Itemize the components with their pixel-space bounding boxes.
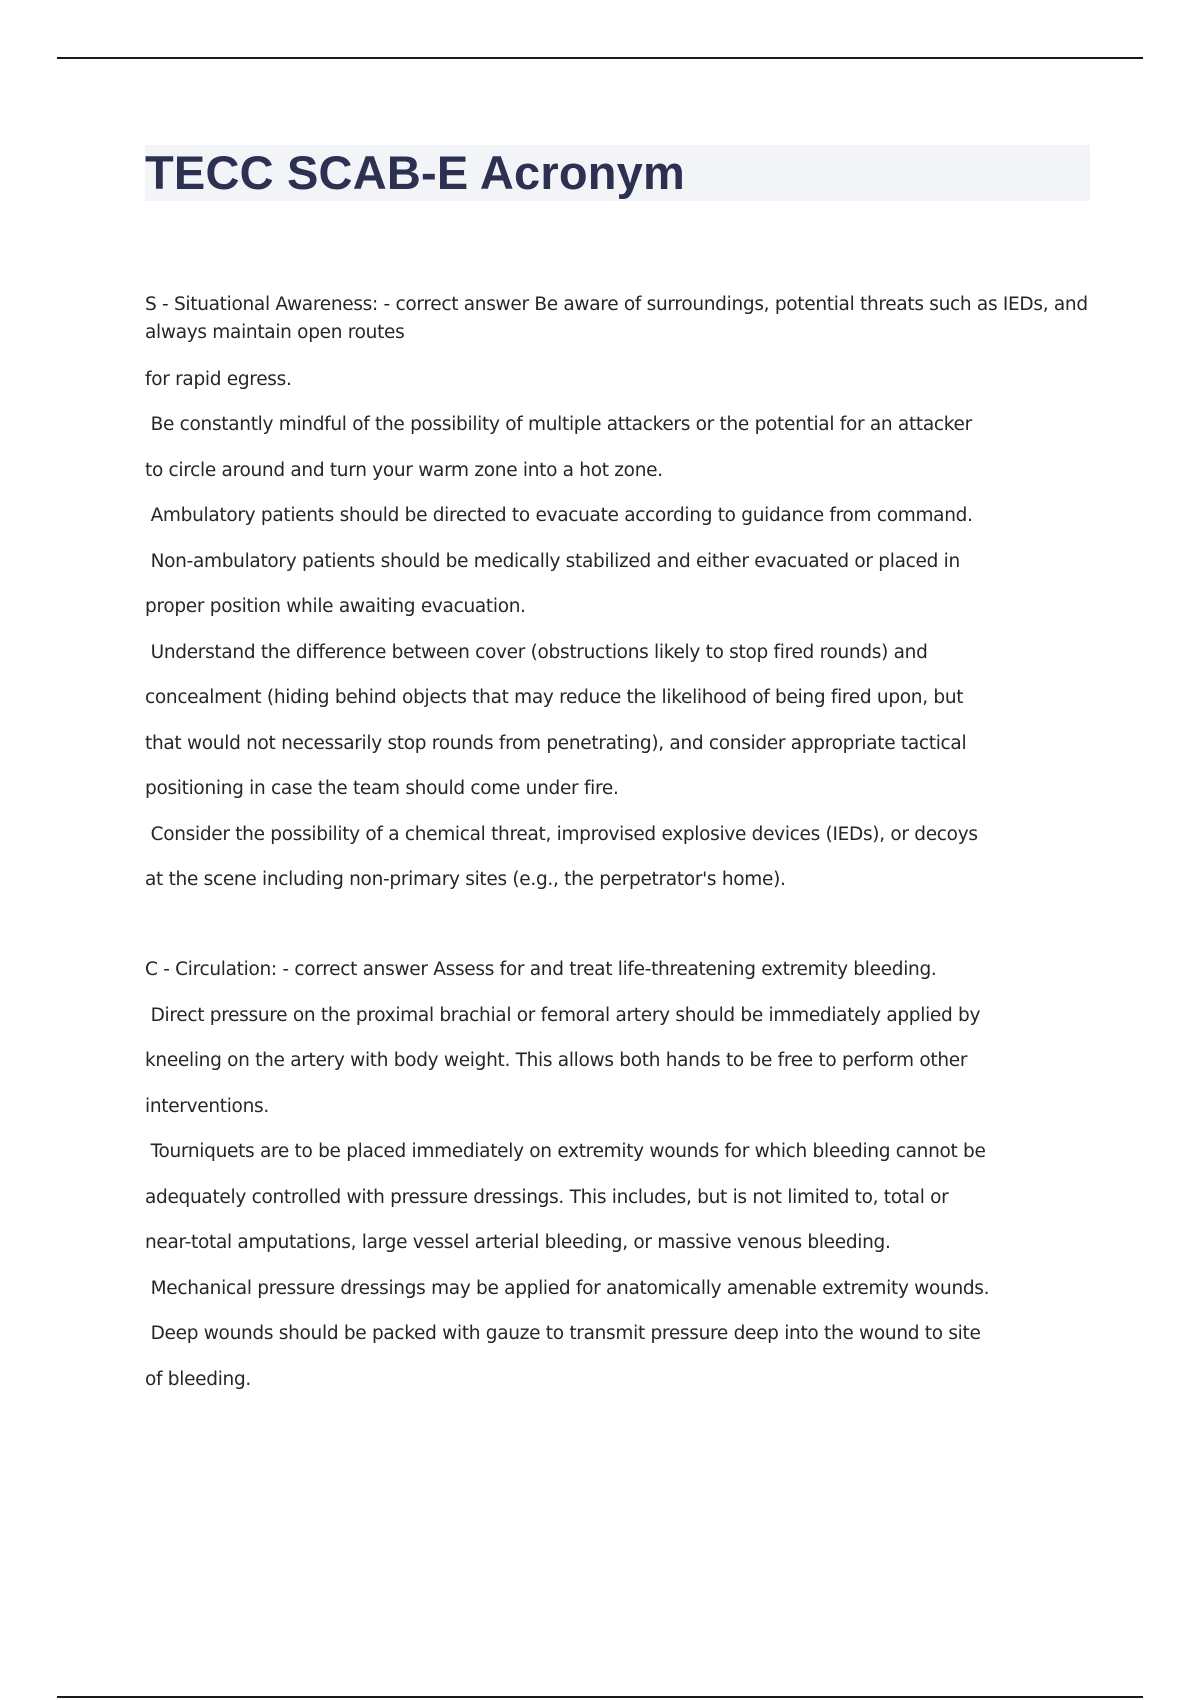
text-line: at the scene including non-primary sites (e.g., the perpetrator's home). xyxy=(145,869,786,890)
text-line: Consider the possibility of a chemical threat, improvised explosive devices (IEDs), or decoys xyxy=(145,824,978,845)
text-line: Direct pressure on the proximal brachial or femoral artery should be immediately applied by xyxy=(145,1005,981,1026)
text-line: Mechanical pressure dressings may be applied for anatomically amenable extremity wounds. xyxy=(145,1278,990,1299)
text-line: S - Situational Awareness: - correct answer Be aware of surroundings, potential threats such as IEDs, and xyxy=(145,294,1088,315)
text-line: interventions. xyxy=(145,1096,269,1117)
text-line: always maintain open routes xyxy=(145,322,405,343)
text-line: to circle around and turn your warm zone into a hot zone. xyxy=(145,460,663,481)
document-title: TECC SCAB-E Acronym xyxy=(145,146,686,199)
text-line: Be constantly mindful of the possibility of multiple attackers or the potential for an attacker xyxy=(145,414,972,435)
bottom-rule xyxy=(57,1696,1143,1698)
text-line: C - Circulation: - correct answer Assess for and treat life-threatening extremity bleeding. xyxy=(145,959,937,980)
text-line: concealment (hiding behind objects that may reduce the likelihood of being fired upon, but xyxy=(145,687,964,708)
top-rule xyxy=(57,57,1143,59)
text-line: kneeling on the artery with body weight. This allows both hands to be free to perform other xyxy=(145,1050,968,1071)
text-line: Deep wounds should be packed with gauze to transmit pressure deep into the wound to site xyxy=(145,1323,981,1344)
text-line: adequately controlled with pressure dressings. This includes, but is not limited to, total or xyxy=(145,1187,949,1208)
text-line: Understand the difference between cover (obstructions likely to stop fired rounds) and xyxy=(145,642,928,663)
text-line: proper position while awaiting evacuation. xyxy=(145,596,526,617)
text-line: Ambulatory patients should be directed to evacuate according to guidance from command. xyxy=(145,505,973,526)
text-line: of bleeding. xyxy=(145,1369,251,1390)
text-line: Tourniquets are to be placed immediately on extremity wounds for which bleeding cannot be xyxy=(145,1141,986,1162)
text-line: that would not necessarily stop rounds from penetrating), and consider appropriate tactical xyxy=(145,733,967,754)
text-line: Non-ambulatory patients should be medically stabilized and either evacuated or placed in xyxy=(145,551,960,572)
text-line: for rapid egress. xyxy=(145,369,292,390)
text-line: positioning in case the team should come under fire. xyxy=(145,778,619,799)
text-line: near-total amputations, large vessel arterial bleeding, or massive venous bleeding. xyxy=(145,1232,891,1253)
